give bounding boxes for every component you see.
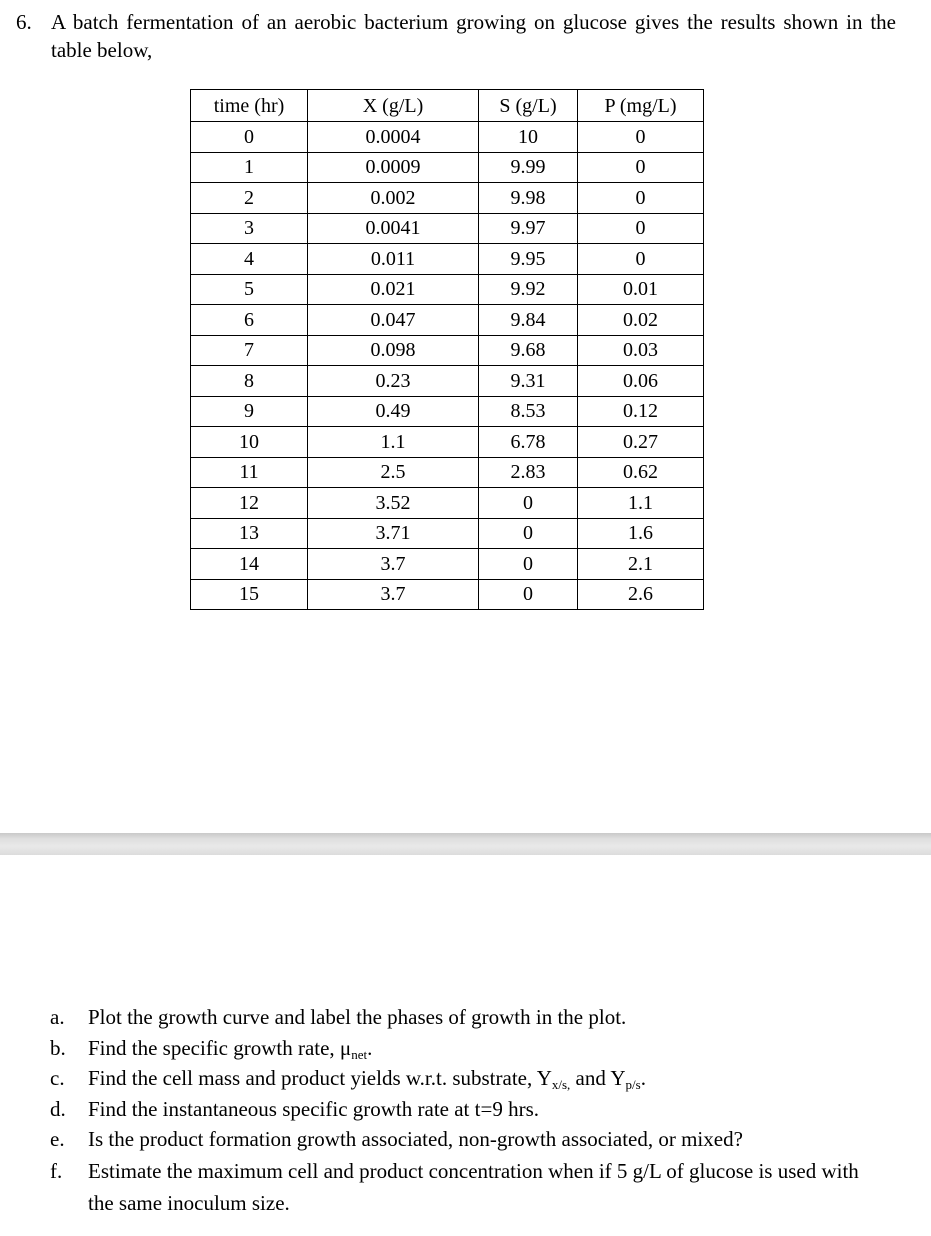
- header-x: X (g/L): [308, 90, 479, 122]
- table-row: [191, 152, 704, 183]
- part-letter: a.: [50, 1005, 65, 1029]
- table-row: [191, 549, 704, 580]
- cell-time: 4: [191, 244, 308, 275]
- cell-x: 0.49: [308, 396, 479, 427]
- cell-time: 0: [191, 122, 308, 153]
- table-row: [191, 244, 704, 275]
- table-row: [191, 457, 704, 488]
- cell-x: 2.5: [308, 457, 479, 488]
- cell-s: 9.84: [479, 305, 578, 336]
- cell-p: 0: [578, 183, 704, 214]
- cell-time: 14: [191, 549, 308, 580]
- cell-s: 0: [479, 579, 578, 610]
- table-row: [191, 518, 704, 549]
- cell-s: 9.97: [479, 213, 578, 244]
- part-text: Find the cell mass and product yields w.r.t. substrate, Y: [88, 1066, 552, 1090]
- part-b: [50, 1033, 880, 1064]
- cell-p: 0: [578, 213, 704, 244]
- cell-s: 9.98: [479, 183, 578, 214]
- question-number: 6.: [16, 10, 32, 34]
- cell-s: 2.83: [479, 457, 578, 488]
- cell-x: 3.71: [308, 518, 479, 549]
- cell-x: 0.0009: [308, 152, 479, 183]
- question-text: A batch fermentation of an aerobic bacterium growing on glucose gives the results shown in the table below,: [51, 10, 896, 62]
- cell-s: 10: [479, 122, 578, 153]
- cell-p: 0.01: [578, 274, 704, 305]
- cell-time: 15: [191, 579, 308, 610]
- cell-s: 0: [479, 549, 578, 580]
- cell-x: 3.52: [308, 488, 479, 519]
- cell-p: 2.6: [578, 579, 704, 610]
- part-f: [50, 1155, 880, 1219]
- cell-time: 2: [191, 183, 308, 214]
- cell-time: 10: [191, 427, 308, 458]
- cell-p: 0: [578, 152, 704, 183]
- cell-x: 1.1: [308, 427, 479, 458]
- cell-p: 0: [578, 122, 704, 153]
- header-time: time (hr): [191, 90, 308, 122]
- cell-x: 0.047: [308, 305, 479, 336]
- header-p: P (mg/L): [578, 90, 704, 122]
- cell-time: 1: [191, 152, 308, 183]
- cell-time: 3: [191, 213, 308, 244]
- cell-time: 13: [191, 518, 308, 549]
- table-row: [191, 488, 704, 519]
- part-letter: e.: [50, 1127, 65, 1151]
- cell-p: 0.06: [578, 366, 704, 397]
- cell-s: 9.92: [479, 274, 578, 305]
- cell-p: 0.03: [578, 335, 704, 366]
- cell-s: 9.95: [479, 244, 578, 275]
- page-divider: [0, 833, 931, 855]
- cell-s: 0: [479, 518, 578, 549]
- cell-x: 0.011: [308, 244, 479, 275]
- cell-x: 0.002: [308, 183, 479, 214]
- fermentation-data-table: [190, 89, 704, 610]
- cell-x: 0.23: [308, 366, 479, 397]
- part-text-end: .: [367, 1035, 373, 1060]
- table-row: [191, 579, 704, 610]
- part-text-end: .: [640, 1066, 646, 1090]
- part-e: [50, 1124, 880, 1155]
- cell-x: 0.021: [308, 274, 479, 305]
- question-header: [16, 8, 896, 64]
- cell-x: 3.7: [308, 549, 479, 580]
- cell-x: 0.0041: [308, 213, 479, 244]
- table-row: [191, 213, 704, 244]
- cell-p: 1.1: [578, 488, 704, 519]
- part-letter: b.: [50, 1035, 66, 1060]
- question-parts-list: [50, 1002, 880, 1219]
- cell-p: 0.12: [578, 396, 704, 427]
- part-text-mid: and Y: [570, 1066, 626, 1090]
- part-text: Find the instantaneous specific growth rate at t=9 hrs.: [88, 1096, 539, 1121]
- part-letter: c.: [50, 1066, 65, 1090]
- cell-p: 1.6: [578, 518, 704, 549]
- cell-x: 0.0004: [308, 122, 479, 153]
- yield-xs-subscript: x/s,: [551, 1077, 571, 1092]
- table-row: [191, 366, 704, 397]
- cell-s: 8.53: [479, 396, 578, 427]
- cell-time: 12: [191, 488, 308, 519]
- part-letter: f.: [50, 1158, 63, 1183]
- cell-time: 6: [191, 305, 308, 336]
- table-row: [191, 335, 704, 366]
- cell-time: 7: [191, 335, 308, 366]
- table-row: [191, 274, 704, 305]
- cell-time: 8: [191, 366, 308, 397]
- header-s: S (g/L): [479, 90, 578, 122]
- yield-ps-subscript: p/s: [625, 1077, 641, 1092]
- part-c: [50, 1063, 880, 1094]
- table-row: [191, 305, 704, 336]
- mu-net-subscript: net: [351, 1046, 368, 1062]
- part-text: Plot the growth curve and label the phases of growth in the plot.: [88, 1005, 627, 1029]
- cell-p: 0.27: [578, 427, 704, 458]
- cell-x: 3.7: [308, 579, 479, 610]
- part-letter: d.: [50, 1096, 66, 1121]
- table-row: [191, 122, 704, 153]
- part-text: Is the product formation growth associated, non-growth associated, or mixed?: [88, 1127, 743, 1151]
- part-text: Find the specific growth rate, μ: [88, 1035, 352, 1060]
- cell-p: 2.1: [578, 549, 704, 580]
- table-row: [191, 396, 704, 427]
- part-a: [50, 1002, 880, 1033]
- table-row: [191, 427, 704, 458]
- table-header-row: [191, 90, 704, 122]
- cell-s: 9.68: [479, 335, 578, 366]
- part-d: [50, 1094, 880, 1125]
- cell-x: 0.098: [308, 335, 479, 366]
- cell-time: 11: [191, 457, 308, 488]
- cell-s: 6.78: [479, 427, 578, 458]
- table-row: [191, 183, 704, 214]
- cell-p: 0: [578, 244, 704, 275]
- cell-time: 9: [191, 396, 308, 427]
- cell-s: 9.99: [479, 152, 578, 183]
- part-text: Estimate the maximum cell and product concentration when if 5 g/L of glucose is used with the same inoculum size.: [88, 1158, 859, 1215]
- cell-p: 0.02: [578, 305, 704, 336]
- cell-time: 5: [191, 274, 308, 305]
- cell-p: 0.62: [578, 457, 704, 488]
- cell-s: 9.31: [479, 366, 578, 397]
- cell-s: 0: [479, 488, 578, 519]
